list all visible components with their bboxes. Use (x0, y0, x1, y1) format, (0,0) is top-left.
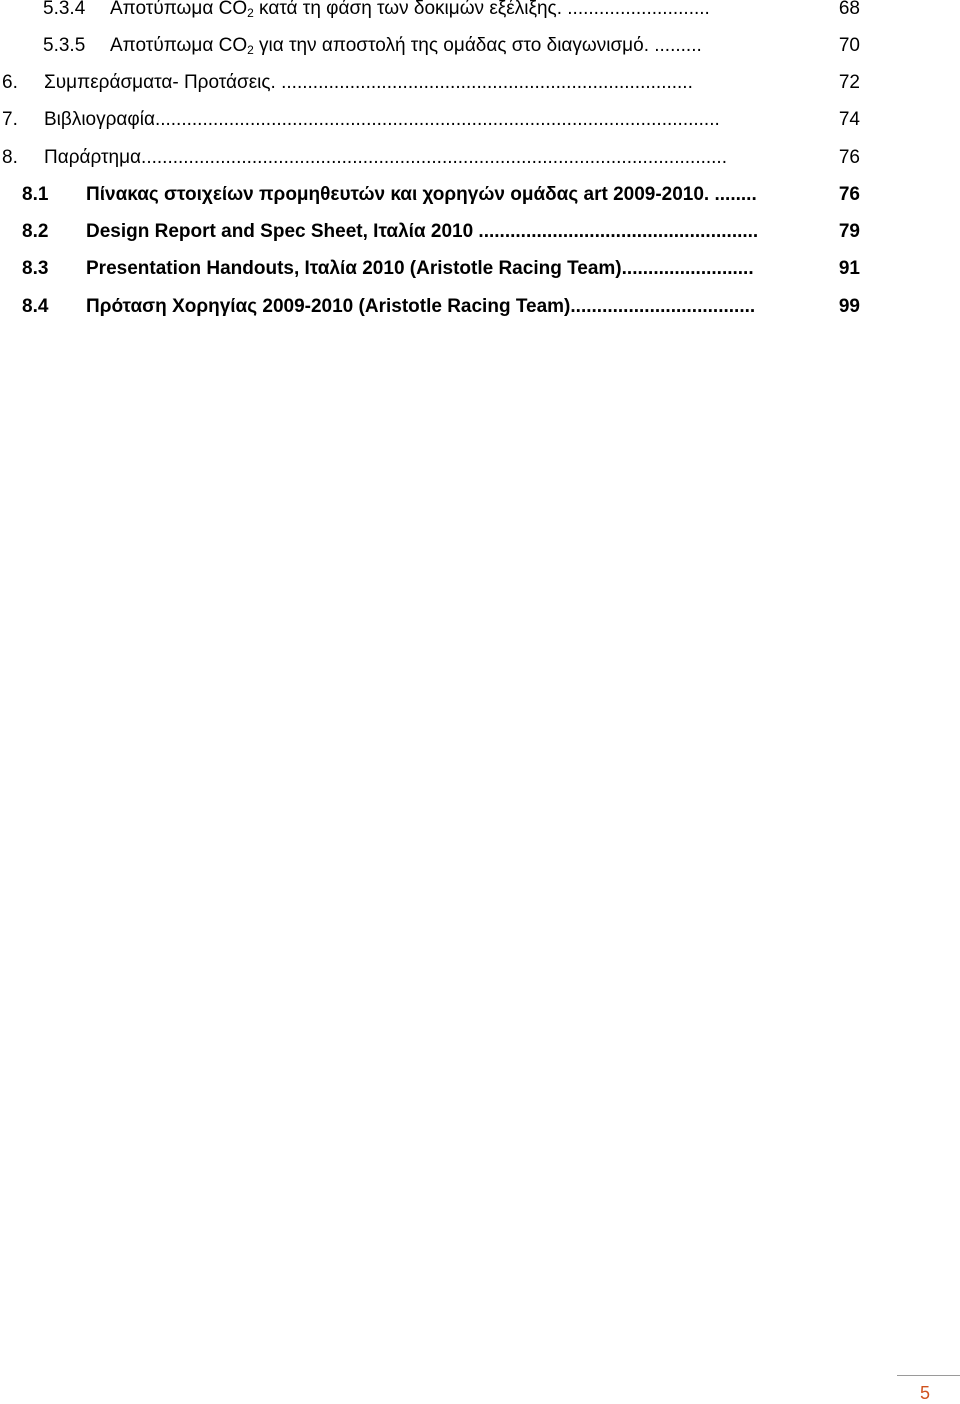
toc-entry-8-3[interactable] (0, 257, 860, 281)
toc-entry-number: 6. (2, 72, 18, 93)
toc-entry-title: Πρόταση Χορηγίας 2009-2010 (Aristotle Racing Team)................................... (86, 296, 756, 317)
toc-entry-page: 68 (835, 0, 860, 21)
toc-entry-8-4[interactable] (0, 295, 860, 319)
toc-leader-dots: .............................................................................. (275, 72, 693, 93)
toc-entry-page: 76 (835, 183, 860, 207)
toc-entry-title: Παράρτημα............................................................................................................... (44, 147, 727, 168)
toc-entry-page: 70 (835, 34, 860, 58)
toc-entry-8-2[interactable] (0, 220, 860, 244)
toc-entry-5-3-4[interactable] (0, 0, 860, 21)
toc-entry-page: 72 (835, 71, 860, 95)
toc-entry-title: Πίνακας στοιχείων προμηθευτών και χορηγών ομάδας art 2009-2010. ........ (86, 184, 757, 205)
toc-leader-dots: ........................................................................................................... (154, 109, 720, 130)
toc-leader-dots: ......... (648, 35, 702, 56)
toc-entry-number: 7. (2, 109, 18, 130)
toc-entry-page: 74 (835, 108, 860, 132)
toc-entry-8[interactable] (0, 146, 860, 170)
footer-divider (897, 1375, 960, 1376)
toc-entry-number: 8.1 (22, 184, 49, 205)
toc-entry-page: 79 (835, 220, 860, 244)
toc-entry-title: Design Report and Spec Sheet, Ιταλία 2010 ..................................................... (86, 221, 759, 242)
toc-entry-6[interactable] (0, 71, 860, 95)
toc-leader-dots: ........ (709, 184, 757, 205)
toc-entry-number: 8. (2, 147, 18, 168)
toc-leader-dots: ................................... (570, 296, 756, 317)
toc-leader-dots: ........................... (562, 0, 710, 19)
toc-entry-title: Presentation Handouts, Ιταλία 2010 (Aristotle Racing Team)......................... (86, 258, 754, 279)
toc-leader-dots: ......................... (621, 258, 754, 279)
toc-entry-title: Συμπεράσματα- Προτάσεις. .............................................................................. (44, 72, 693, 93)
toc-leader-dots: ..................................................... (473, 221, 759, 242)
toc-entry-number: 8.2 (22, 221, 49, 242)
toc-entry-5-3-5[interactable] (0, 34, 860, 58)
toc-entry-number: 5.3.5 (43, 35, 86, 56)
toc-entry-number: 5.3.4 (43, 0, 86, 19)
toc-entry-7[interactable] (0, 108, 860, 132)
toc-entry-8-1[interactable] (0, 183, 860, 207)
toc-leader-dots: ............................................................................................................... (141, 147, 727, 168)
toc-entry-page: 91 (835, 257, 860, 281)
toc-entry-title: Βιβλιογραφία........................................................................................................... (44, 109, 720, 130)
toc-entry-number: 8.3 (22, 258, 49, 279)
toc-entry-number: 8.4 (22, 296, 49, 317)
toc-entry-page: 99 (835, 295, 860, 319)
toc-entry-page: 76 (835, 146, 860, 170)
toc-entry-title: Αποτύπωμα $CO_2$ κατά τη φάση των δοκιμών εξέλιξης. ........................... (110, 0, 710, 20)
page-number: 5 (920, 1383, 931, 1403)
toc-entry-title: Αποτύπωμα $CO_2$ για την αποστολή της ομάδας στο διαγωνισμό. ......... (110, 35, 702, 57)
